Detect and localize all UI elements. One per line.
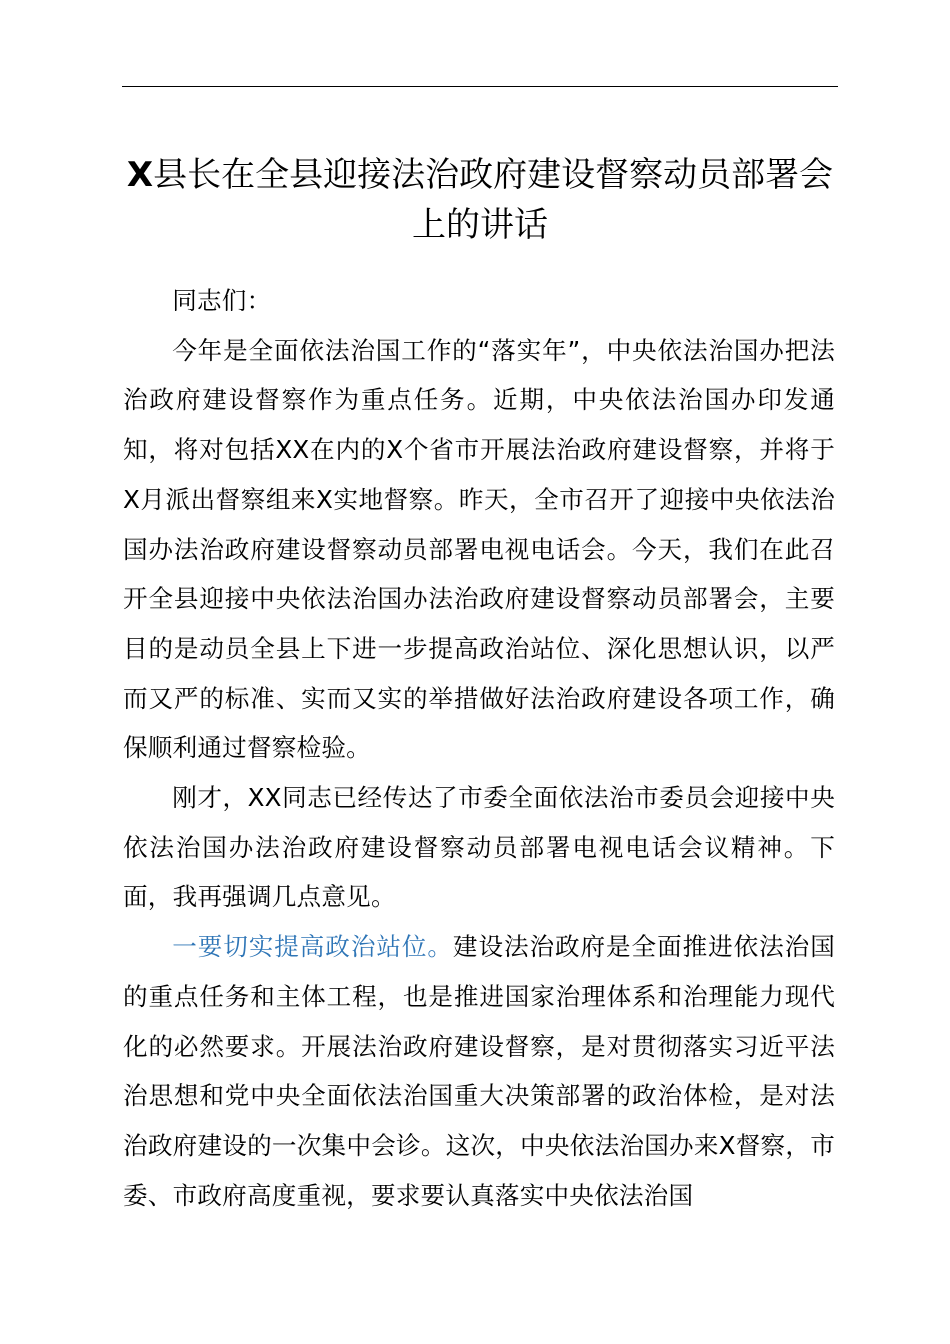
paragraph-point-one	[123, 922, 835, 1220]
paragraph-transition	[123, 773, 835, 922]
paragraph-text: 刚才，XX同志已经传达了市委全面依法治市委员会迎接中央依法治国办法治政府建设督察动员部署电视电话会议精神。下面，我再强调几点意见。	[123, 783, 835, 912]
paragraph-intro	[123, 326, 835, 773]
section-heading: 一要切实提高政治站位。	[172, 932, 453, 962]
document-title	[110, 150, 850, 250]
greeting: 同志们：	[172, 286, 272, 315]
header-rule	[122, 86, 838, 87]
document-body	[123, 276, 835, 1220]
title-lead: X	[126, 155, 154, 195]
paragraph-text: 建设法治政府是全面推进依法治国的重点任务和主体工程，也是推进国家治理体系和治理能力现代化的必然要求。开展法治政府建设督察，是对贯彻落实习近平法治思想和党中央全面依法治国重大决策部署的政治体检，是对法治政府建设的一次集中会诊。这次，中央依法治国办来X督察，市委、市政府高度重视，要求要认真落实中央依法治国	[123, 932, 835, 1210]
paragraph-text: 今年是全面依法治国工作的“落实年”，中央依法治国办把法治政府建设督察作为重点任务。近期，中央依法治国办印发通知，将对包括XX在内的X个省市开展法治政府建设督察，并将于X月派出督察组来X实地督察。昨天，全市召开了迎接中央依法治国办法治政府建设督察动员部署电视电话会。今天，我们在此召开全县迎接中央依法治国办法治政府建设督察动员部署会，主要目的是动员全县上下进一步提高政治站位、深化思想认识，以严而又严的标准、实而又实的举措做好法治政府建设各项工作，确保顺利通过督察检验。	[123, 335, 835, 763]
title-text: 县长在全县迎接法治政府建设督察动员部署会上的讲话	[153, 155, 834, 245]
